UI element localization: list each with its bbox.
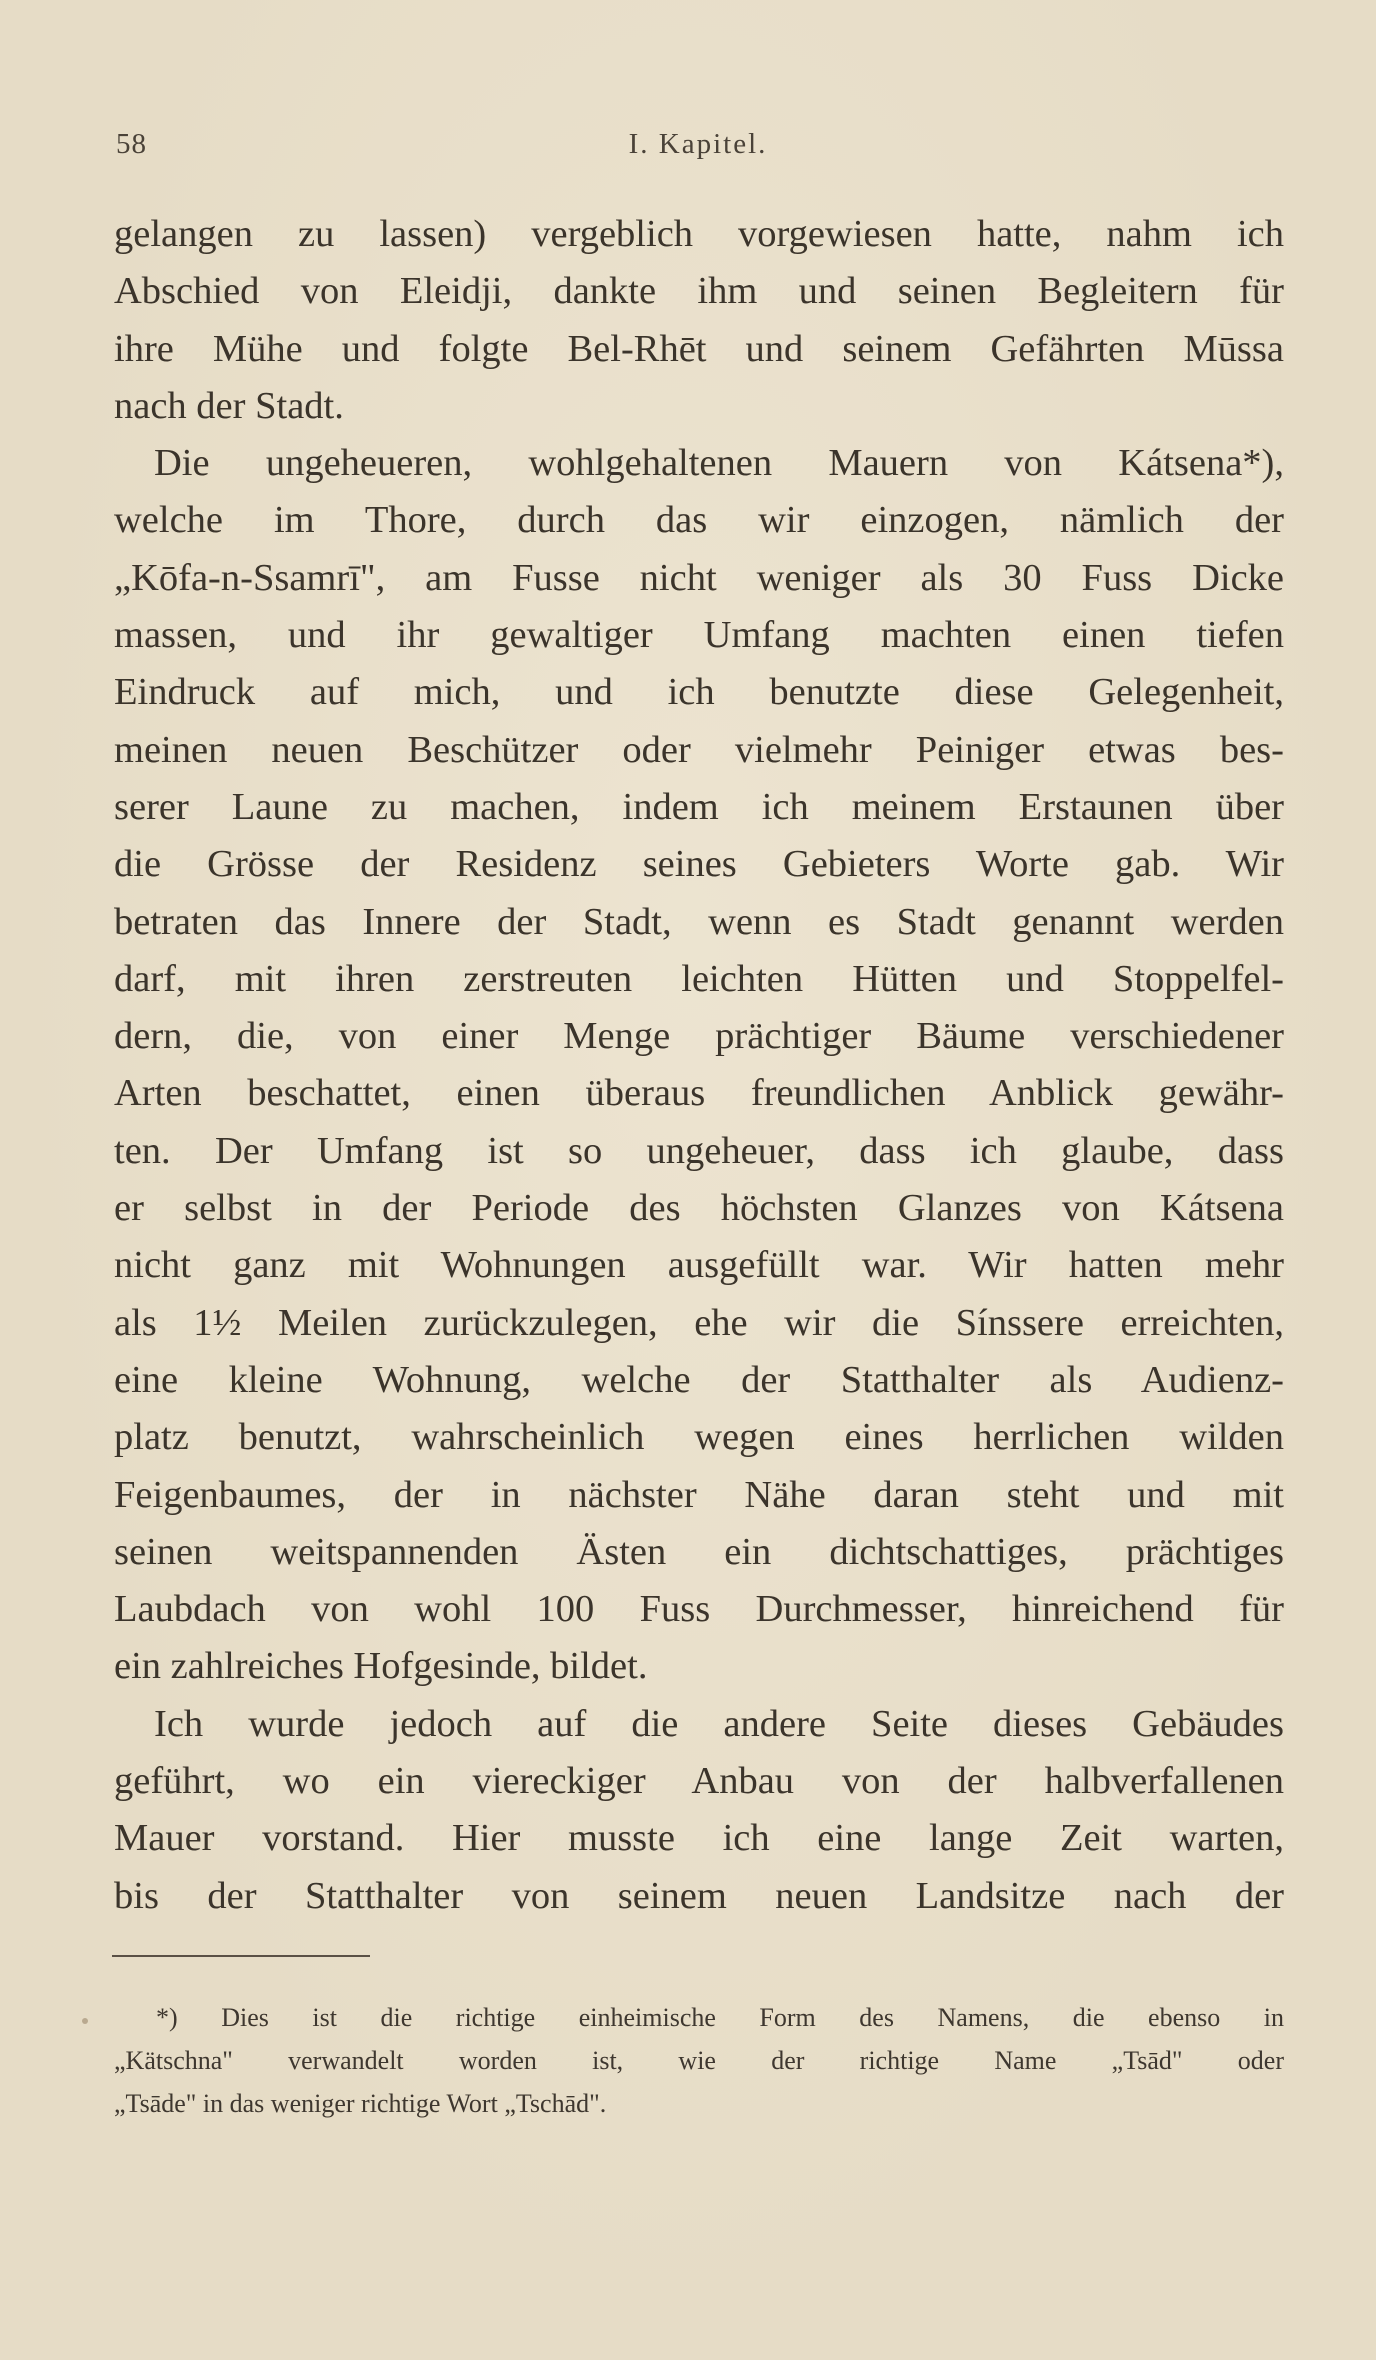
running-head: [116, 128, 1280, 168]
text-line: ihre Mühe und folgte Bel-Rhēt und seinem Gefährten Mūssa: [114, 327, 1284, 370]
text-line: massen, und ihr gewaltiger Umfang machten einen tiefen: [114, 614, 1284, 657]
text-line: als 1½ Meilen zurückzulegen, ehe wir die Sínssere erreichten,: [114, 1301, 1284, 1344]
footnote-divider: [112, 1955, 370, 1957]
text-line: eine kleine Wohnung, welche der Statthalter als Audienz-: [114, 1358, 1284, 1401]
text-line: „Kōfa-n-Ssamrī", am Fusse nicht weniger als 30 Fuss Dicke: [114, 556, 1284, 599]
text-line: geführt, wo ein viereckiger Anbau von der halbverfallenen: [114, 1760, 1284, 1803]
footnote: [114, 1996, 1284, 2125]
text-line: Ich wurde jedoch auf die andere Seite dieses Gebäudes: [154, 1702, 1284, 1745]
text-line: betraten das Innere der Stadt, wenn es Stadt genannt werden: [114, 900, 1284, 943]
text-line: ein zahlreiches Hofgesinde, bildet.: [114, 1645, 648, 1688]
text-line: Abschied von Eleidji, dankte ihm und seinen Begleitern für: [114, 270, 1284, 313]
footnote-line: „Kätschna" verwandelt worden ist, wie der richtige Name „Tsād" oder: [114, 2046, 1284, 2075]
text-line: welche im Thore, durch das wir einzogen, nämlich der: [114, 499, 1284, 542]
text-line: Feigenbaumes, der in nächster Nähe daran steht und mit: [114, 1473, 1284, 1516]
text-line: nach der Stadt.: [114, 384, 344, 427]
text-line: bis der Statthalter von seinem neuen Landsitze nach der: [114, 1874, 1284, 1917]
text-line: darf, mit ihren zerstreuten leichten Hütten und Stoppelfel-: [114, 957, 1284, 1000]
text-line: ten. Der Umfang ist so ungeheuer, dass ich glaube, dass: [114, 1129, 1284, 1172]
text-line: Mauer vorstand. Hier musste ich eine lange Zeit warten,: [114, 1817, 1284, 1860]
text-line: meinen neuen Beschützer oder vielmehr Peiniger etwas bes-: [114, 728, 1284, 771]
text-line: gelangen zu lassen) vergeblich vorgewiesen hatte, nahm ich: [114, 213, 1284, 255]
text-line: er selbst in der Periode des höchsten Glanzes von Kátsena: [114, 1187, 1284, 1230]
text-line: Laubdach von wohl 100 Fuss Durchmesser, hinreichend für: [114, 1588, 1284, 1631]
text-line: serer Laune zu machen, indem ich meinem Erstaunen über: [114, 785, 1284, 828]
footnote-line: „Tsāde" in das weniger richtige Wort „Tschād".: [114, 2089, 607, 2118]
text-line: Arten beschattet, einen überaus freundlichen Anblick gewähr-: [114, 1072, 1284, 1115]
text-line: seinen weitspannenden Ästen ein dichtschattiges, prächtiges: [114, 1530, 1284, 1573]
body-text: [114, 206, 1284, 1925]
paper-speck: [82, 2018, 88, 2024]
footnote-line: *) Dies ist die richtige einheimische Form des Namens, die ebenso in: [156, 2003, 1284, 2032]
text-line: Eindruck auf mich, und ich benutzte diese Gelegenheit,: [114, 671, 1284, 714]
text-line: nicht ganz mit Wohnungen ausgefüllt war. Wir hatten mehr: [114, 1244, 1284, 1287]
text-line: platz benutzt, wahrscheinlich wegen eines herrlichen wilden: [114, 1416, 1284, 1459]
chapter-title: I. Kapitel.: [628, 128, 768, 160]
text-line: dern, die, von einer Menge prächtiger Bäume verschiedener: [114, 1015, 1284, 1058]
page-number: 58: [116, 128, 147, 160]
text-line: Die ungeheueren, wohlgehaltenen Mauern von Kátsena*),: [154, 442, 1284, 485]
text-line: die Grösse der Residenz seines Gebieters Worte gab. Wir: [114, 843, 1284, 886]
